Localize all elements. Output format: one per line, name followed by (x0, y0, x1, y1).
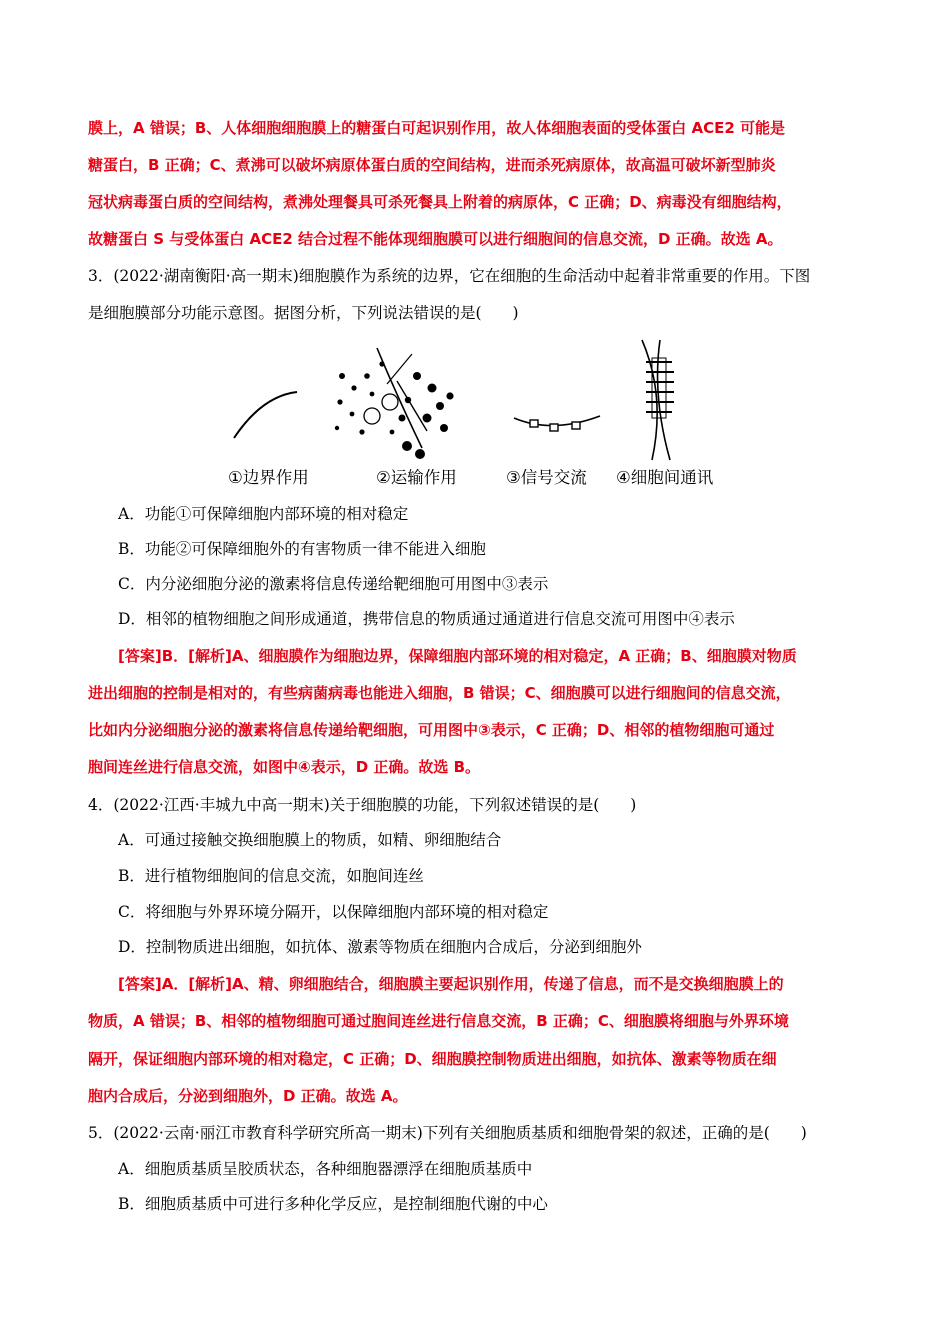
signal-diagram (514, 416, 600, 431)
q4-answer: 胞内合成后，分泌到细胞外，D 正确。故选 A。 (88, 1087, 408, 1105)
q3-option-c: C．内分泌细胞分泌的激素将信息传递给靶细胞可用图中③表示 (118, 575, 549, 593)
q4-option-a: A．可通过接触交换细胞膜上的物质，如精、卵细胞结合 (118, 831, 502, 849)
q3-answer: 进出细胞的控制是相对的，有些病菌病毒也能进入细胞，B 错误；C、细胞膜可以进行细胞间的信息交流， (88, 684, 791, 702)
membrane-diagram (222, 336, 732, 466)
q3-answer: 比如内分泌细胞分泌的激素将信息传递给靶细胞，可用图中③表示，C 正确；D、相邻的植物细胞可通过 (88, 721, 775, 739)
membrane-function-figure (222, 336, 732, 496)
figure-label-signal: ③信号交流 (506, 468, 587, 487)
q3-answer: [答案]B．[解析]A、细胞膜作为细胞边界，保障细胞内部环境的相对稳定，A 正确；B、细胞膜对物质 (118, 647, 797, 665)
q4-answer: [答案]A．[解析]A、精、卵细胞结合，细胞膜主要起识别作用，传递了信息，而不是交换细胞膜上的 (118, 975, 784, 993)
answer-line: 故糖蛋白 S 与受体蛋白 ACE2 结合过程不能体现细胞膜可以进行细胞间的信息交流，D 正确。故选 A。 (88, 230, 783, 248)
transport-diagram (335, 348, 454, 459)
q3-option-d: D．相邻的植物细胞之间形成通道，携带信息的物质通过通道进行信息交流可用图中④表示 (118, 610, 735, 628)
q5-stem: 5．(2022·云南·丽江市教育科学研究所高一期末)下列有关细胞质基质和细胞骨架的叙述，正确的是( ) (88, 1124, 807, 1142)
figure-label-boundary: ①边界作用 (228, 468, 309, 487)
q4-option-c: C．将细胞与外界环境分隔开，以保障细胞内部环境的相对稳定 (118, 903, 549, 921)
q4-stem: 4．(2022·江西·丰城九中高一期末)关于细胞膜的功能，下列叙述错误的是( ) (88, 796, 637, 814)
communication-diagram (642, 340, 674, 460)
q3-stem: 3．(2022·湖南衡阳·高一期末)细胞膜作为系统的边界，它在细胞的生命活动中起着非常重要的作用。下图 (88, 267, 811, 285)
q4-option-d: D．控制物质进出细胞，如抗体、激素等物质在细胞内合成后，分泌到细胞外 (118, 938, 642, 956)
answer-line: 冠状病毒蛋白质的空间结构，煮沸处理餐具可杀死餐具上附着的病原体，C 正确；D、病毒没有细胞结构， (88, 193, 792, 211)
q5-option-b: B．细胞质基质中可进行多种化学反应，是控制细胞代谢的中心 (118, 1195, 548, 1213)
answer-line: 膜上，A 错误；B、人体细胞细胞膜上的糖蛋白可起识别作用，故人体细胞表面的受体蛋白 ACE2 可能是 (88, 119, 786, 137)
q3-option-a: A．功能①可保障细胞内部环境的相对稳定 (118, 505, 409, 523)
answer-line: 糖蛋白，B 正确；C、煮沸可以破坏病原体蛋白质的空间结构，进而杀死病原体，故高温可破坏新型肺炎 (88, 156, 776, 174)
q4-answer: 物质，A 错误；B、相邻的植物细胞可通过胞间连丝进行信息交流，B 正确；C、细胞膜将细胞与外界环境 (88, 1012, 789, 1030)
boundary-membrane (234, 392, 297, 438)
q4-answer: 隔开，保证细胞内部环境的相对稳定，C 正确；D、细胞膜控制物质进出细胞，如抗体、激素等物质在细 (88, 1050, 777, 1068)
figure-label-transport: ②运输作用 (376, 468, 457, 487)
q3-stem: 是细胞膜部分功能示意图。据图分析，下列说法错误的是( ) (88, 304, 519, 322)
q3-answer: 胞间连丝进行信息交流，如图中④表示，D 正确。故选 B。 (88, 758, 481, 776)
figure-label-communication: ④细胞间通讯 (616, 468, 714, 487)
q3-option-b: B．功能②可保障细胞外的有害物质一律不能进入细胞 (118, 540, 486, 558)
q5-option-a: A．细胞质基质呈胶质状态，各种细胞器漂浮在细胞质基质中 (118, 1160, 533, 1178)
q4-option-b: B．进行植物细胞间的信息交流，如胞间连丝 (118, 867, 424, 885)
